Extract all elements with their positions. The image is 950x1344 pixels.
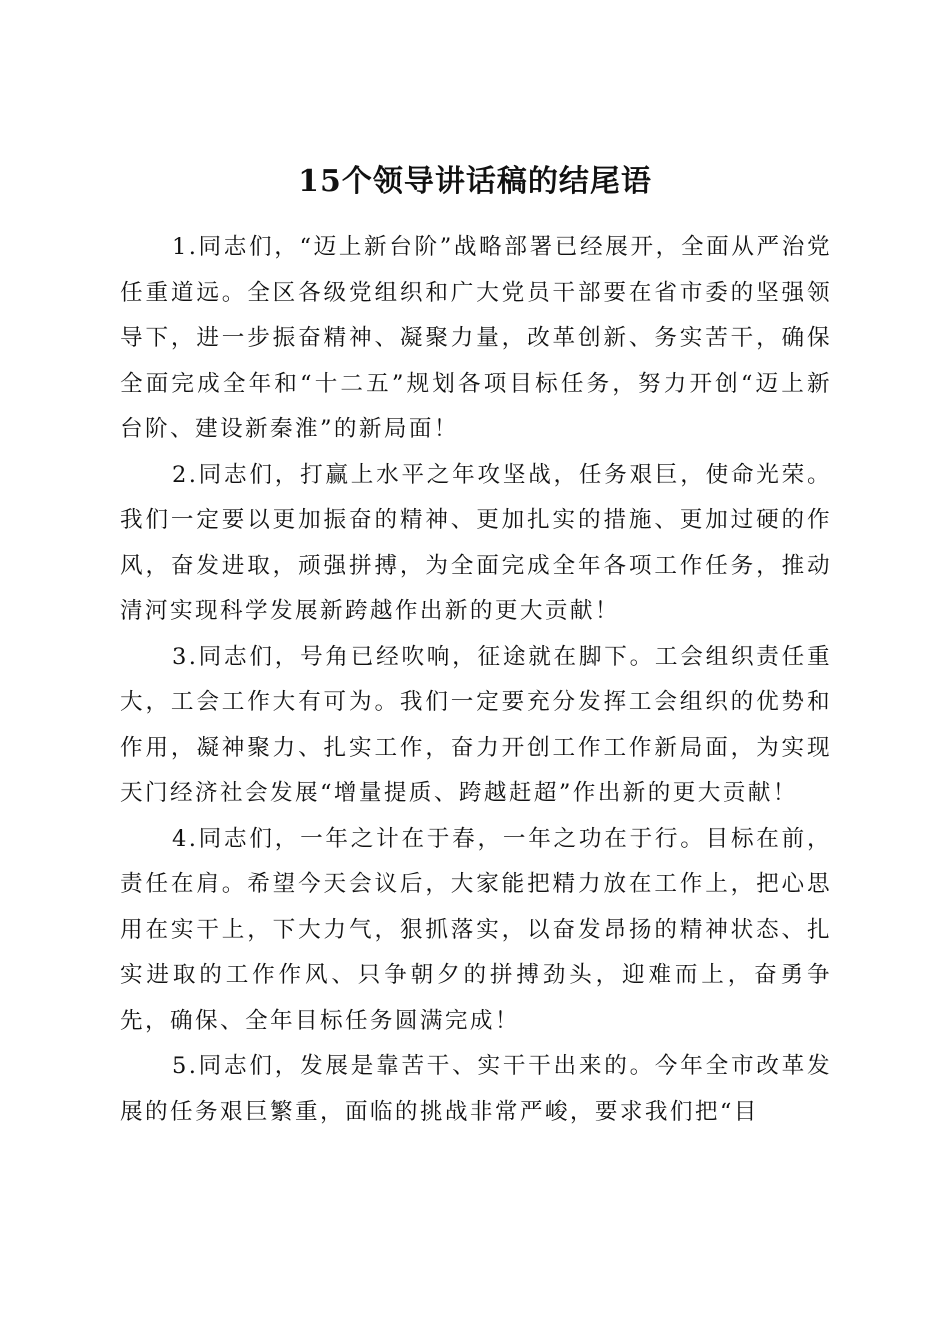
document-title: 15个领导讲话稿的结尾语 [298, 164, 652, 200]
paragraph-1: 1.同志们，“迈上新台阶”战略部署已经展开，全面从严治党任重道远。全区各级党组织和广大党员干部要在省市委的坚强领导下，进一步振奋精神、凝聚力量，改革创新、务实苦干，确保全面完成全年和“十二五”规划各项目标任务，努力开创“迈上新台阶、建设新秦淮”的新局面！ [120, 234, 832, 442]
paragraph-5: 5.同志们，发展是靠苦干、实干干出来的。今年全市改革发展的任务艰巨繁重，面临的挑战非常严峻，要求我们把“目 [120, 1053, 832, 1125]
paragraph-3: 3.同志们，号角已经吹响，征途就在脚下。工会组织责任重大，工会工作大有可为。我们一定要充分发挥工会组织的优势和作用，凝神聚力、扎实工作，奋力开创工作工作新局面，为实现天门经济社会发展“增量提质、跨越赶超”作出新的更大贡献！ [120, 643, 832, 806]
paragraph-2: 2.同志们，打赢上水平之年攻坚战，任务艰巨，使命光荣。我们一定要以更加振奋的精神、更加扎实的措施、更加过硬的作风，奋发进取，顽强拼搏，为全面完成全年各项工作任务，推动清河实现科学发展新跨越作出新的更大贡献！ [120, 461, 832, 624]
document-body [120, 225, 832, 1135]
paragraph-4: 4.同志们，一年之计在于春，一年之功在于行。目标在前，责任在肩。希望今天会议后，大家能把精力放在工作上，把心思用在实干上，下大力气，狠抓落实，以奋发昂扬的精神状态、扎实进取的工作作风、只争朝夕的拼搏劲头，迎难而上，奋勇争先，确保、全年目标任务圆满完成！ [120, 825, 832, 1034]
